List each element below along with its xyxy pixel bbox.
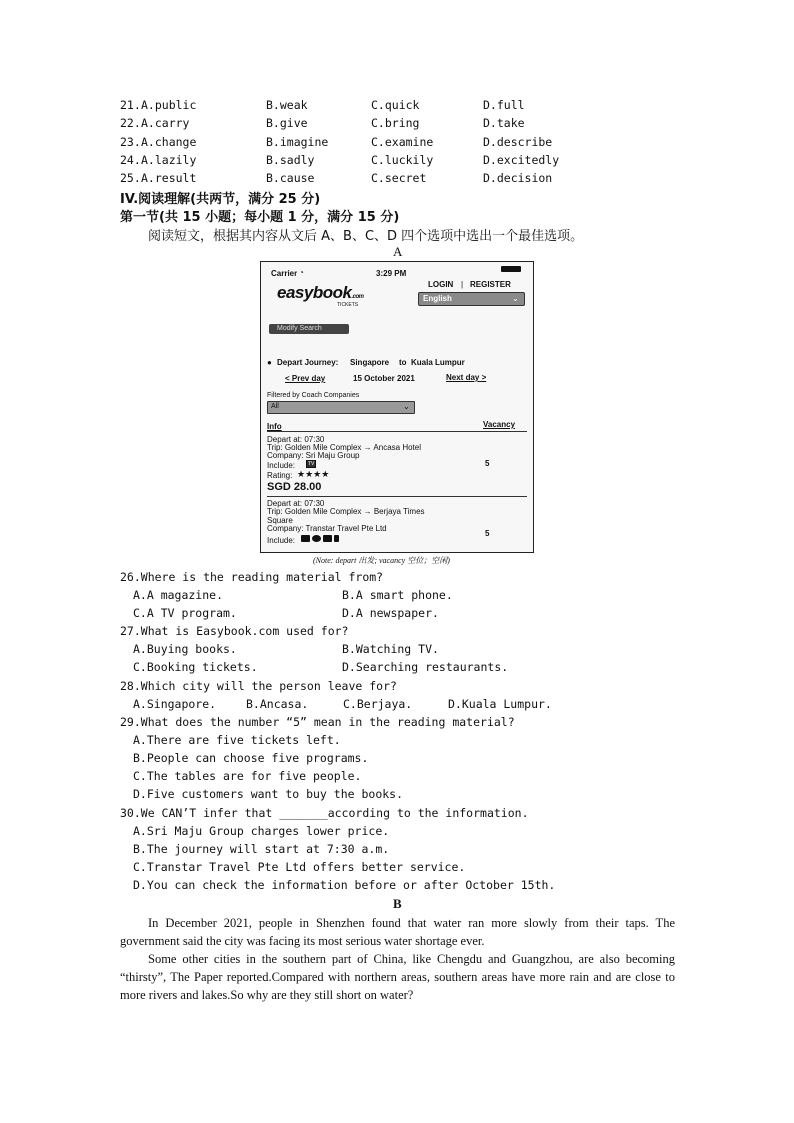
charger-icon (334, 535, 339, 542)
question-number: 21. (120, 98, 141, 112)
trip-route: Trip: Golden Mile Complex → Berjaya Times (267, 507, 425, 516)
trip-route: Trip: Golden Mile Complex → Ancasa Hotel (267, 443, 421, 452)
trip-depart-time: Depart at: 07:30 (267, 499, 325, 508)
logo-subtitle: TICKETS (337, 302, 359, 308)
modify-search-button[interactable] (269, 324, 349, 334)
language-value: English (423, 294, 452, 303)
option-d: D.excitedly (483, 153, 560, 167)
journey-date: 15 October 2021 (353, 374, 415, 383)
amenity-icons (301, 534, 341, 543)
question-number: 23. (120, 135, 141, 149)
question-stem: 30.We CAN’T infer that _______according to the information. (120, 806, 529, 820)
cloze-option-row (0, 116, 794, 134)
cloze-option-row (0, 135, 794, 153)
option-c: C.Transtar Travel Pte Ltd offers better service. (133, 860, 466, 874)
trip-route-cont: Square (267, 516, 293, 525)
option-d: D.Kuala Lumpur. (448, 697, 552, 711)
section-title: IV.阅读理解(共两节，满分 25 分) (120, 192, 321, 207)
option-b: B.Watching TV. (342, 642, 439, 656)
wifi-icon: ◔ (299, 268, 304, 277)
status-time: 3:29 PM (376, 269, 407, 278)
trip-include-label: Include: (267, 536, 296, 545)
trip-vacancy: 5 (485, 459, 490, 468)
option-d: D.decision (483, 171, 553, 185)
option-d: D.A newspaper. (342, 606, 439, 620)
filter-value: All (271, 403, 279, 410)
vacancy-column-header: Vacancy (483, 420, 516, 429)
trip-depart-time: Depart at: 07:30 (267, 435, 325, 444)
filter-label: Filtered by Coach Companies (267, 392, 360, 399)
option-a: A.carry (141, 116, 190, 130)
cloze-option-row (0, 98, 794, 116)
option-a: A.A magazine. (133, 588, 224, 602)
divider (267, 431, 527, 432)
option-b: B.give (266, 116, 308, 130)
passage-b-paragraph: In December 2021, people in Shenzhen found that water ran more slowly from their taps. The government said the city was facing its most serious water shortage ever. (120, 916, 675, 948)
option-a: A.Buying books. (133, 642, 237, 656)
signal-icon (323, 535, 332, 542)
carrier-label: Carrier (271, 269, 298, 278)
option-a: A.result (141, 171, 197, 185)
journey-to: Kuala Lumpur (411, 358, 465, 367)
question-stem: 29.What does the number “5” mean in the reading material? (120, 715, 515, 729)
tv-icon (301, 535, 310, 542)
depart-journey-label: Depart Journey: (277, 358, 339, 367)
option-d: D.Searching restaurants. (342, 660, 509, 674)
easybook-logo: easybook.com (277, 283, 364, 302)
option-d: D.take (483, 116, 525, 130)
info-column-header: Info (267, 422, 282, 431)
instructions: 阅读短文，根据其内容从文后 A、B、C、D 四个选项中选出一个最佳选项。 (148, 229, 584, 244)
option-d: D.Five customers want to buy the books. (133, 787, 404, 801)
question-number: 25. (120, 171, 141, 185)
option-c: C.Berjaya. (343, 697, 413, 711)
option-b: B.imagine (266, 135, 329, 149)
passage-a-label: A (393, 244, 403, 259)
coach-company-filter[interactable] (267, 401, 415, 414)
trip-company: Company: Transtar Travel Pte Ltd (267, 524, 387, 533)
question-stem: 28.Which city will the person leave for? (120, 679, 397, 693)
option-a: A.Singapore. (133, 697, 217, 711)
question-stem: 26.Where is the reading material from? (120, 570, 384, 584)
option-a: A.public (141, 98, 197, 112)
option-a: A.change (141, 135, 197, 149)
subsection-title: 第一节(共 15 小题；每小题 1 分，满分 15 分) (120, 210, 400, 225)
trip-rating-label: Rating: (267, 471, 293, 480)
journey-from: Singapore (350, 358, 390, 367)
vocab-note: (Note: depart 出发; vacancy 空位；空闲) (313, 556, 450, 565)
language-select[interactable] (418, 292, 525, 306)
phone-screenshot (260, 261, 534, 553)
modify-search-label: Modify Search (277, 325, 322, 332)
trip-price: SGD 28.00 (267, 481, 322, 493)
question-stem: 27.What is Easybook.com used for? (120, 624, 349, 638)
trip-include-label: Include: (267, 461, 296, 470)
passage-b-paragraph: Some other cities in the southern part of China, like Chengdu and Guangzhou, are also becoming “thirsty”, The Paper reported.Compared with northern areas, southern areas have more rain and are close to more rivers and lakes.So why are they still short on water? (120, 952, 675, 1002)
battery-icon (501, 266, 521, 272)
option-d: D.You can check the information before or after October 15th. (133, 878, 556, 892)
option-c: C.A TV program. (133, 606, 237, 620)
wifi-icon (312, 535, 321, 542)
divider (267, 496, 527, 497)
option-c: C.bring (371, 116, 420, 130)
prev-day-link[interactable]: < Prev day (285, 374, 326, 383)
question-number: 24. (120, 153, 141, 167)
cloze-option-row (0, 153, 794, 171)
option-c: C.The tables are for five people. (133, 769, 362, 783)
login-register-separator: | (461, 280, 464, 289)
option-b: B.People can choose five programs. (133, 751, 369, 765)
cloze-option-row (0, 171, 794, 189)
option-c: C.examine (371, 135, 434, 149)
option-c: C.Booking tickets. (133, 660, 258, 674)
option-c: C.quick (371, 98, 420, 112)
option-c: C.secret (371, 171, 427, 185)
rating-stars: ★★★★ (297, 469, 330, 479)
option-b: B.cause (266, 171, 315, 185)
next-day-link[interactable]: Next day > (446, 373, 487, 382)
journey-to-word: to (399, 358, 407, 367)
trip-company: Company: Sri Maju Group (267, 451, 360, 460)
option-b: B.Ancasa. (246, 697, 309, 711)
option-b: B.sadly (266, 153, 315, 167)
chevron-down-icon: ⌄ (512, 294, 519, 303)
passage-b-label: B (393, 896, 402, 911)
question-number: 22. (120, 116, 141, 130)
location-pin-icon: ● (267, 358, 272, 367)
chevron-down-icon: ⌄ (403, 402, 410, 411)
option-b: B.The journey will start at 7:30 a.m. (133, 842, 390, 856)
option-a: A.Sri Maju Group charges lower price. (133, 824, 390, 838)
option-d: D.describe (483, 135, 553, 149)
option-a: A.There are five tickets left. (133, 733, 341, 747)
option-b: B.weak (266, 98, 308, 112)
option-a: A.lazily (141, 153, 197, 167)
trip-vacancy: 5 (485, 529, 490, 538)
option-d: D.full (483, 98, 525, 112)
option-b: B.A smart phone. (342, 588, 453, 602)
login-link[interactable]: LOGIN (428, 280, 454, 289)
tv-icon: TV (308, 461, 315, 467)
register-link[interactable]: REGISTER (470, 280, 511, 289)
option-c: C.luckily (371, 153, 434, 167)
